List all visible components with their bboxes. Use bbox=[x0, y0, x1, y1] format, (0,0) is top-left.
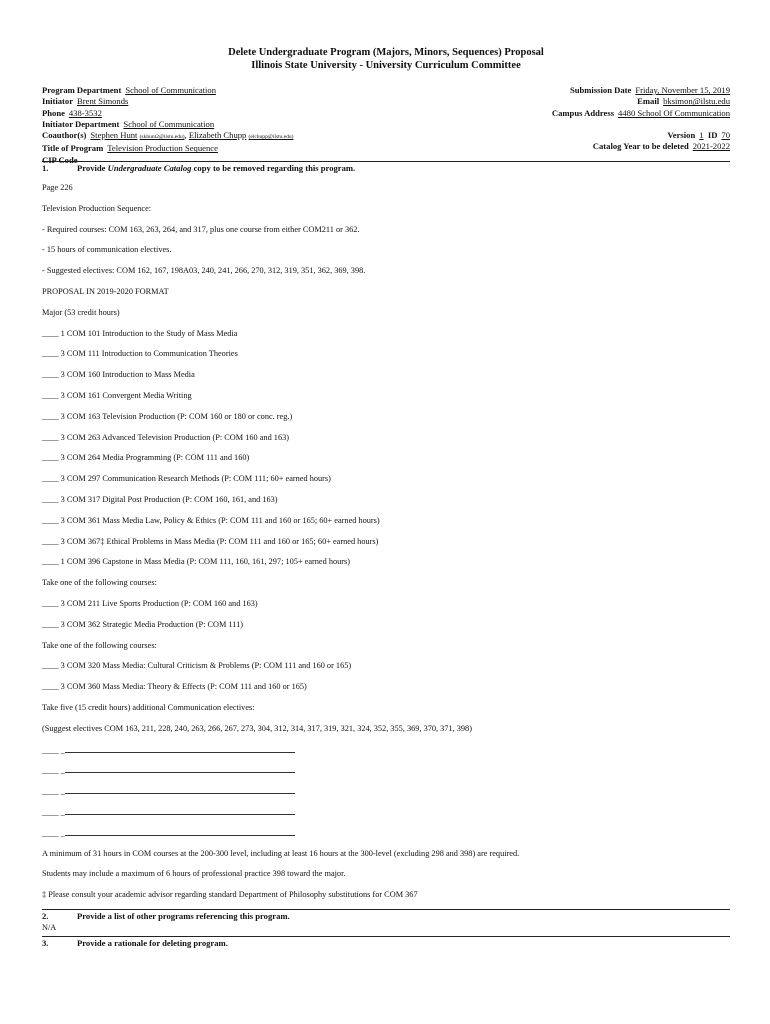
blank-line: ____ _ bbox=[42, 786, 730, 796]
consult-advisor-note: ‡ Please consult your academic advisor regarding standard Department of Philosophy substitutions for COM 367 bbox=[42, 890, 418, 900]
course-item: ____ 3 COM 360 Mass Media: Theory & Effects (P: COM 111 and 160 or 165) bbox=[42, 682, 307, 692]
required-courses: - Required courses: COM 163, 263, 264, and 317, plus one course from either COM211 or 362. bbox=[42, 224, 360, 234]
blank-line: ____ _ bbox=[42, 745, 730, 755]
question-2-number: 2. bbox=[42, 911, 49, 922]
maximum-hours-note: Students may include a maximum of 6 hours of professional practice 398 toward the major. bbox=[42, 869, 346, 879]
course-item: ____ 3 COM 361 Mass Media Law, Policy & Ethics (P: COM 111 and 160 or 165; 60+ earned hours) bbox=[42, 515, 380, 525]
coauthor-1: Stephen Hunt bbox=[90, 130, 138, 141]
header-right bbox=[430, 85, 730, 153]
coauthors-label: Coauthor(s) bbox=[42, 130, 87, 141]
version-value: 1 bbox=[699, 130, 704, 141]
suggested-electives: - Suggested electives: COM 162, 167, 198A03, 240, 241, 266, 270, 312, 319, 351, 362, 369, 398. bbox=[42, 266, 366, 276]
email-label: Email bbox=[637, 96, 660, 107]
email-value: bksimon@ilstu.edu bbox=[663, 96, 730, 107]
course-item: ____ 3 COM 211 Live Sports Production (P: COM 160 and 163) bbox=[42, 598, 258, 608]
course-item: ____ 3 COM 297 Communication Research Methods (P: COM 111; 60+ earned hours) bbox=[42, 474, 331, 484]
suggested-electives-list: (Suggest electives COM 163, 211, 228, 240, 263, 266, 267, 273, 304, 312, 314, 317, 319, 321, 324, 352, 355, 369, 370, 371, 398) bbox=[42, 723, 472, 733]
proposal-format: PROPOSAL IN 2019-2020 FORMAT bbox=[42, 286, 169, 296]
program-department-label: Program Department bbox=[42, 85, 122, 95]
course-item: ____ 3 COM 111 Introduction to Communication Theories bbox=[42, 349, 238, 359]
question-2 bbox=[42, 910, 730, 922]
header-block bbox=[42, 85, 730, 165]
question-3-number: 3. bbox=[42, 938, 49, 949]
initiator-value: Brent Simonds bbox=[77, 96, 129, 107]
course-item: ____ 3 COM 161 Convergent Media Writing bbox=[42, 390, 192, 400]
initiator-department-label: Initiator Department bbox=[42, 118, 120, 129]
course-item: ____ 1 COM 101 Introduction to the Study of Mass Media bbox=[42, 328, 238, 338]
course-item: ____ 3 COM 320 Mass Media: Cultural Criticism & Problems (P: COM 111 and 160 or 165) bbox=[42, 661, 352, 671]
id-value: 70 bbox=[721, 130, 730, 141]
title-of-program-label: Title of Program bbox=[42, 143, 104, 154]
catalog-year-value: 2021-2022 bbox=[692, 141, 730, 152]
coauthor-1-email: (skhunt2@ilstu.edu) bbox=[139, 134, 185, 141]
course-item: ____ 3 COM 367‡ Ethical Problems in Mass Media (P: COM 111 and 160 or 165; 60+ earned hours) bbox=[42, 536, 379, 546]
program-department-value: School of Communication bbox=[125, 85, 217, 95]
initiator-department-value: School of Communication bbox=[123, 118, 215, 129]
version-label: Version bbox=[667, 130, 696, 141]
submission-date-value: Friday, November 15, 2019 bbox=[635, 85, 730, 95]
take-one-heading-1: Take one of the following courses: bbox=[42, 578, 157, 588]
blank-line: ____ _ bbox=[42, 828, 730, 838]
course-item: ____ 3 COM 263 Advanced Television Production (P: COM 160 and 163) bbox=[42, 432, 290, 442]
document-title bbox=[42, 46, 730, 72]
cip-code-label: CIP Code bbox=[42, 154, 78, 165]
catalog-year-label: Catalog Year to be deleted bbox=[592, 141, 689, 152]
campus-address-label: Campus Address bbox=[551, 107, 615, 118]
initiator-label: Initiator bbox=[42, 96, 74, 107]
course-item: ____ 3 COM 163 Television Production (P: COM 160 or 180 or conc. reg.) bbox=[42, 411, 293, 421]
take-one-heading-2: Take one of the following courses: bbox=[42, 640, 157, 650]
question-3-text: Provide a rationale for deleting program. bbox=[77, 938, 228, 949]
blank-line: ____ _ bbox=[42, 807, 730, 817]
phone-value: 438-3532 bbox=[68, 107, 102, 118]
title-of-program-value: Television Production Sequence bbox=[107, 143, 218, 154]
id-label: ID bbox=[707, 130, 718, 141]
course-item: ____ 3 COM 160 Introduction to Mass Media bbox=[42, 370, 195, 380]
course-item: ____ 3 COM 362 Strategic Media Production (P: COM 111) bbox=[42, 619, 244, 629]
take-five-heading: Take five (15 credit hours) additional Communication electives: bbox=[42, 702, 255, 712]
header-left: Program Department School of Communication Initiator Brent Simonds Phone 438-3532 Initiator Department School of Communication Coauthor(s) Stephen Hunt (skhunt2@ilstu.edu), Elizabeth Chupp (elchupp@ilstu.edu) Title of Program Television Production Sequence CIP Code bbox=[42, 85, 294, 165]
submission-date-label: Submission Date bbox=[569, 85, 632, 95]
coauthor-2: Elizabeth Chupp bbox=[188, 130, 247, 141]
question-3 bbox=[42, 937, 730, 949]
question-1-number: 1. bbox=[42, 163, 49, 173]
sequence-heading: Television Production Sequence: bbox=[42, 203, 152, 213]
page-reference: Page 226 bbox=[42, 183, 73, 192]
major-heading: Major (53 credit hours) bbox=[42, 307, 120, 317]
course-item: ____ 3 COM 317 Digital Post Production (P: COM 160, 161, and 163) bbox=[42, 494, 278, 504]
course-item: ____ 3 COM 264 Media Programming (P: COM 111 and 160) bbox=[42, 453, 250, 463]
course-item: ____ 1 COM 396 Capstone in Mass Media (P: COM 111, 160, 161, 297; 105+ earned hours) bbox=[42, 557, 351, 567]
title-line-2: Illinois State University - University Curriculum Committee bbox=[251, 60, 521, 71]
question-2-answer: N/A bbox=[42, 923, 57, 933]
document-page bbox=[42, 46, 730, 949]
question-1-text-after: copy to be removed regarding this program. bbox=[191, 163, 356, 173]
title-line-1: Delete Undergraduate Program (Majors, Minors, Sequences) Proposal bbox=[228, 47, 544, 58]
question-1-text-italic: Undergraduate Catalog bbox=[107, 163, 192, 173]
blank-line: ____ _ bbox=[42, 765, 730, 775]
phone-label: Phone bbox=[42, 107, 65, 118]
campus-address-value: 4480 School Of Communication bbox=[618, 107, 730, 118]
coauthor-2-email: (elchupp@ilstu.edu) bbox=[248, 134, 294, 141]
question-2-text: Provide a list of other programs referencing this program. bbox=[77, 911, 290, 922]
catalog-copy bbox=[42, 183, 730, 900]
question-1-text-before: Provide bbox=[77, 163, 108, 173]
minimum-hours-note: A minimum of 31 hours in COM courses at the 200-300 level, including at least 16 hours at the 300-level (excluding 298 and 398) are required. bbox=[42, 848, 520, 858]
elective-hours: - 15 hours of communication electives. bbox=[42, 245, 172, 255]
